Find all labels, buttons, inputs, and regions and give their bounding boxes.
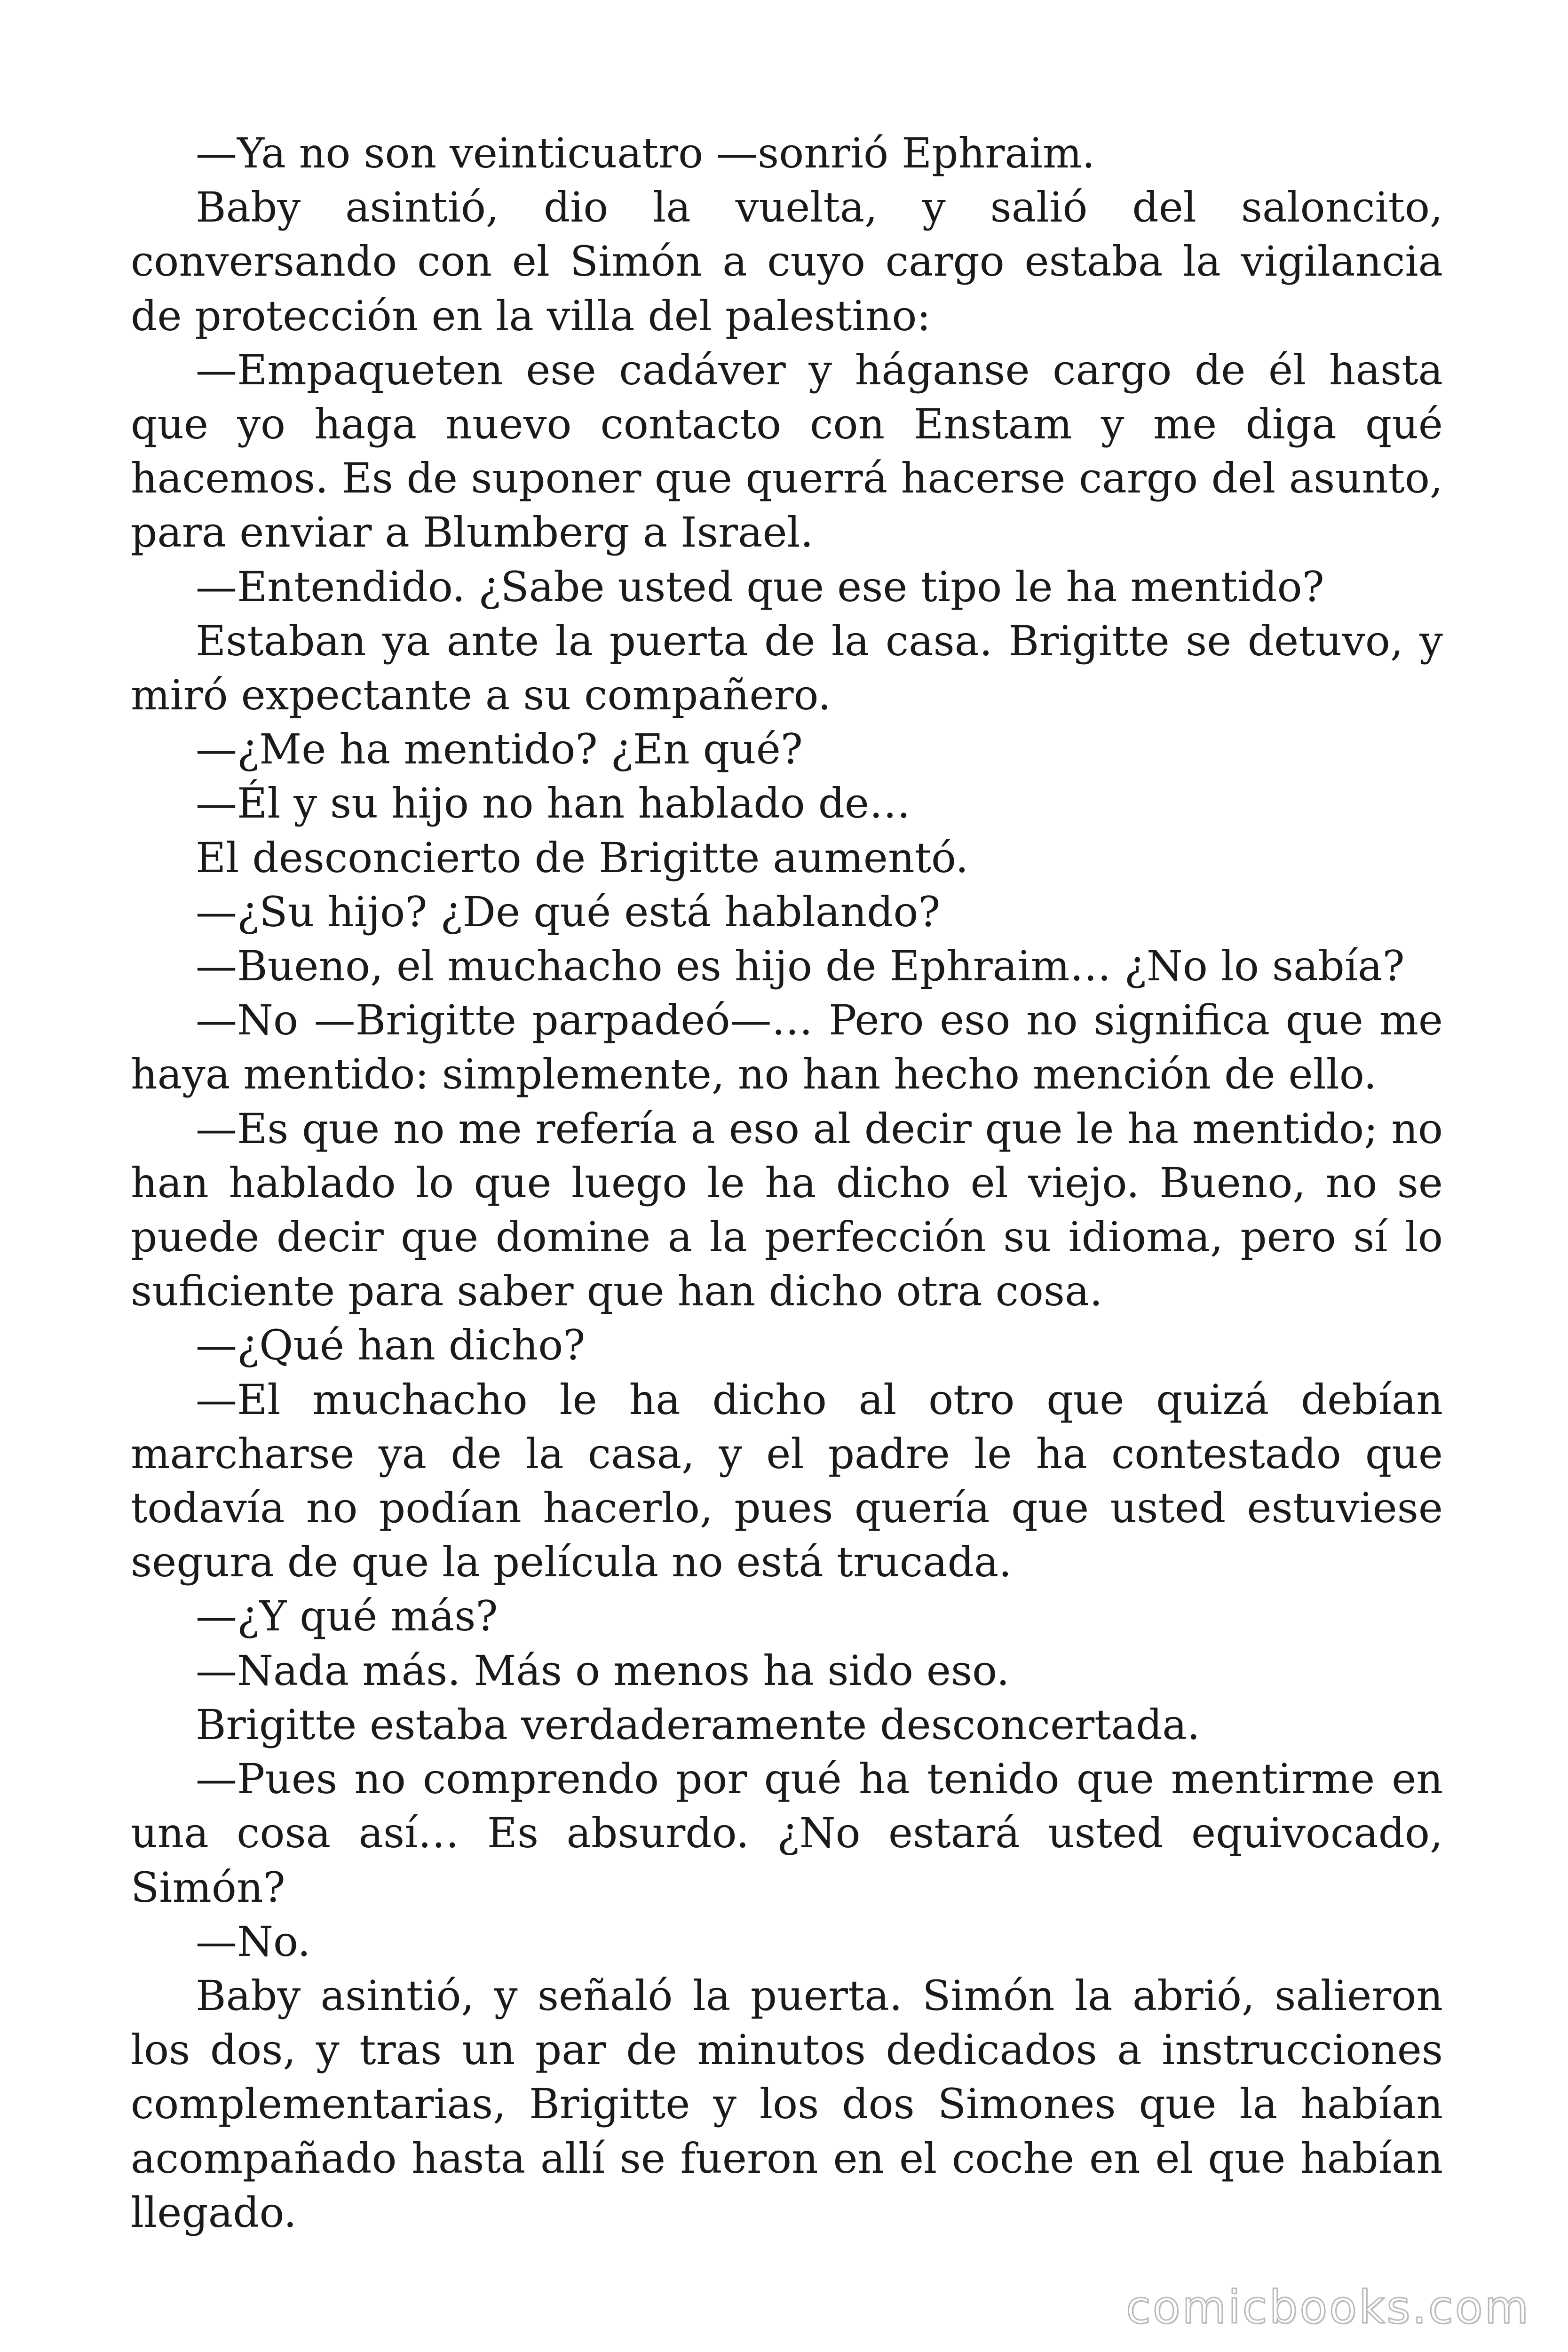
paragraph: —¿Su hijo? ¿De qué está hablando? [196,887,941,936]
paragraph: —Bueno, el muchacho es hijo de Ephraim… ¿No lo sabía? [196,942,1405,991]
paragraph: —Es que no me refería a eso al decir que le ha mentido; no han hablado lo que luego le ha dicho el viejo. Bueno, no se puede decir que domine a la perfección su idioma, pero sí lo suficiente para saber que han dicho otra cosa. [131,1104,1443,1316]
page-body [131,126,1443,2240]
paragraph: Brigitte estaba verdaderamente desconcertada. [196,1700,1200,1749]
watermark: comicbooks.com [1125,2281,1530,2334]
paragraph: Baby asintió, dio la vuelta, y salió del saloncito, conversando con el Simón a cuyo cargo estaba la vigilancia de protección en la villa del palestino: [131,183,1443,340]
paragraph: Estaban ya ante la puerta de la casa. Brigitte se detuvo, y miró expectante a su compañero. [131,616,1443,720]
paragraph: —Empaqueten ese cadáver y háganse cargo de él hasta que yo haga nuevo contacto con Enstam y me diga qué hacemos. Es de suponer que querrá hacerse cargo del asunto, para enviar a Blumberg a Israel. [131,345,1443,557]
paragraph: —Pues no comprendo por qué ha tenido que mentirme en una cosa así… Es absurdo. ¿No estará usted equivocado, Simón? [131,1755,1443,1912]
paragraph: —No. [196,1917,311,1966]
paragraph: —No —Brigitte parpadeó—… Pero eso no significa que me haya mentido: simplemente, no han hecho mención de ello. [131,996,1443,1099]
paragraph: —Entendido. ¿Sabe usted que ese tipo le ha mentido? [196,562,1324,611]
paragraph: —Él y su hijo no han hablado de… [196,779,911,828]
paragraph: —¿Me ha mentido? ¿En qué? [196,725,803,774]
paragraph: —¿Qué han dicho? [196,1321,586,1370]
paragraph: —Nada más. Más o menos ha sido eso. [196,1646,1010,1695]
paragraph: —¿Y qué más? [196,1592,498,1641]
paragraph: Baby asintió, y señaló la puerta. Simón la abrió, salieron los dos, y tras un par de minutos dedicados a instrucciones complementarias, Brigitte y los dos Simones que la habían acompañado hasta allí se fueron en el coche en el que habían llegado. [131,1971,1443,2237]
paragraph: —El muchacho le ha dicho al otro que quizá debían marcharse ya de la casa, y el padre le ha contestado que todavía no podían hacerlo, pues quería que usted estuviese segura de que la película no está trucada. [131,1375,1443,1587]
paragraph: El desconcierto de Brigitte aumentó. [196,833,969,882]
paragraph: —Ya no son veinticuatro —sonrió Ephraim. [196,129,1095,177]
